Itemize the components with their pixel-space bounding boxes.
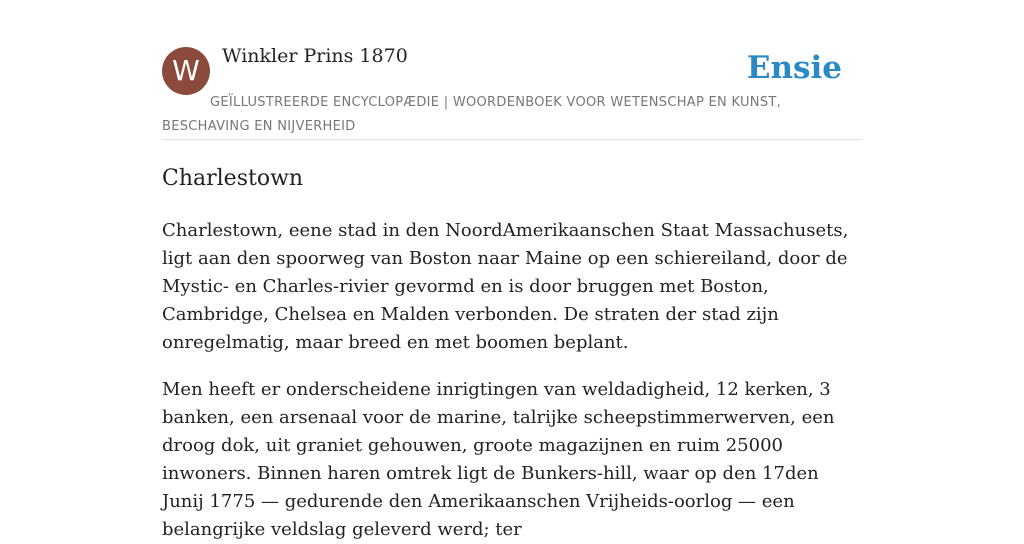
source-avatar[interactable]: W <box>162 47 210 95</box>
article-paragraph-2: Men heeft er onderscheidene inrigtingen van weldadigheid, 12 kerken, 3 banken, een arsenaal voor de marine, talrijke scheepstimmerwerven, een droog dok, uit graniet gehouwen, groote magazijnen en ruim 25000 inwoners. Binnen haren omtrek ligt de Bunkers-hill, waar op den 17den Junij 1775 — gedurende den Amerikaanschen Vrijheids-oorlog — een belangrijke veldslag geleverd werd; ter <box>162 379 835 540</box>
source-title[interactable]: Winkler Prins 1870 <box>222 45 408 67</box>
article-paragraph-1: Charlestown, eene stad in den NoordAmerikaanschen Staat Massachusets, ligt aan den spoorweg van Boston naar Maine op een schiereiland, door de Mystic- en Charles-rivier gevormd en is door bruggen met Boston, Cambridge, Chelsea en Malden verbonden. De straten der stad zijn onregelmatig, maar breed en met boomen beplant. <box>162 220 849 353</box>
article-title: Charlestown <box>162 166 304 191</box>
page-header <box>162 0 862 140</box>
page-container <box>162 0 862 544</box>
source-subtitle: GEÏLLUSTREERDE ENCYCLOPÆDIE | WOORDENBOEK VOOR WETENSCHAP EN KUNST, BESCHAVING EN NIJVERHEID <box>162 95 782 134</box>
ensie-logo[interactable]: Ensie <box>746 50 842 86</box>
